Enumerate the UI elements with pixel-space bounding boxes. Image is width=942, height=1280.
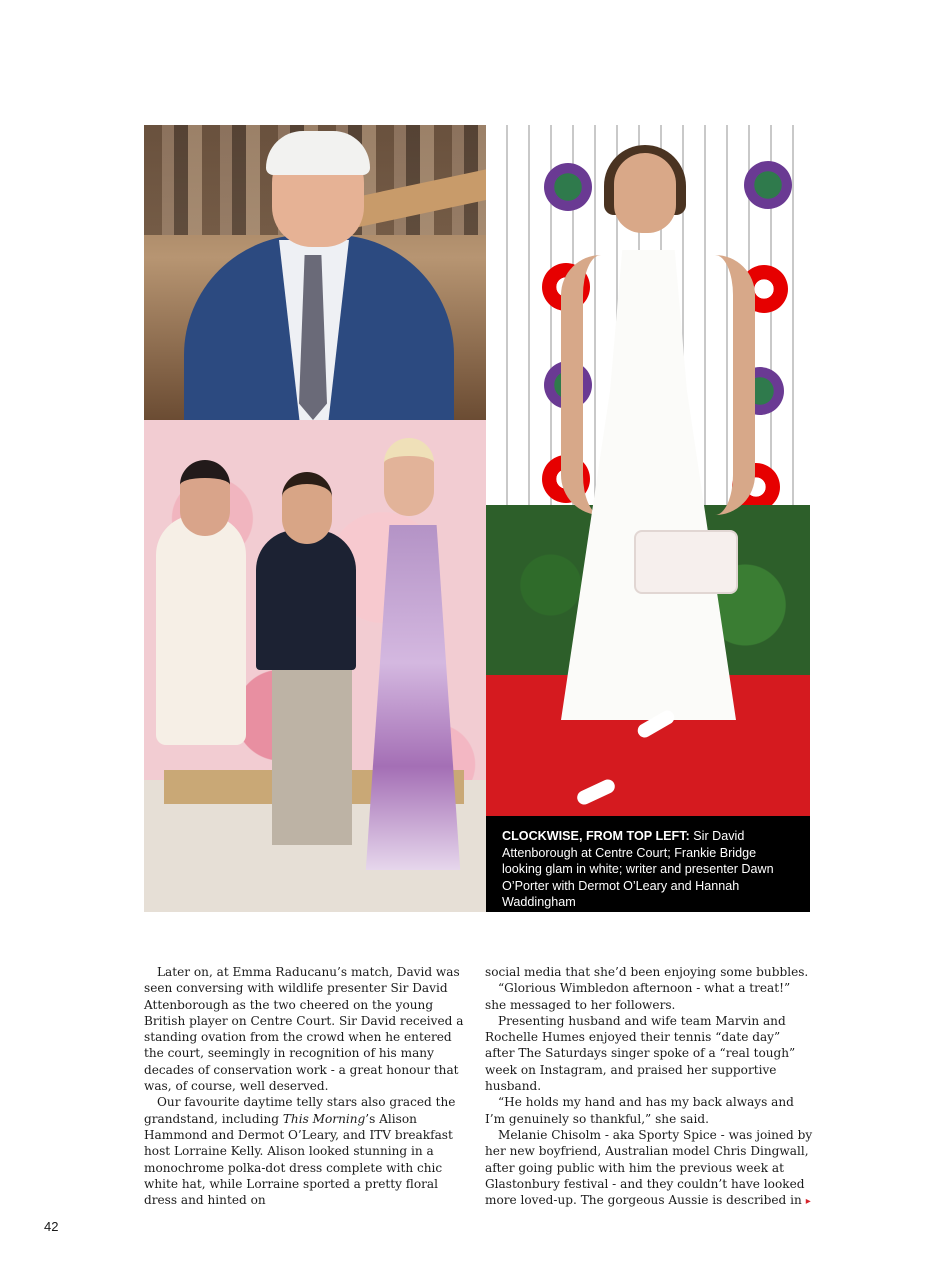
continue-arrow-icon: ▸ <box>805 1196 811 1208</box>
caption-text: Sir David Attenborough at Centre Court; Frankie Bridge looking glam in white; writer and presenter Dawn O’Porter with Dermot O’Leary and Hannah Waddingham <box>502 829 774 910</box>
floral-maxi-dress <box>354 525 472 870</box>
wimbledon-logo <box>744 161 792 209</box>
face <box>384 438 434 516</box>
polka-dot-dress <box>156 515 246 745</box>
caption-lead: CLOCKWISE, FROM TOP LEFT: <box>502 829 690 843</box>
paragraph: social media that she’d been enjoying some bubbles. <box>485 965 809 979</box>
paragraph-text: Our favourite daytime telly stars also graced the grandstand, including <box>144 1095 456 1126</box>
article-column-2 <box>485 964 813 1210</box>
paragraph: Later on, at Emma Raducanu’s match, David was seen conversing with wildlife presenter Sir David Attenborough as the two cheered on the young British player on Centre Court. Sir David received a standing ovation from the crowd when he entered the court, seemingly in recognition of his many decades of conservation work - a great honour that was, of course, well deserved. <box>144 965 464 1094</box>
white-handbag <box>634 530 738 594</box>
article-column-1 <box>144 964 472 1208</box>
face <box>614 153 676 233</box>
show-title: This Morning <box>282 1111 366 1126</box>
photo-grid <box>144 125 810 912</box>
face <box>282 472 332 544</box>
frankie-bridge-photo <box>486 125 810 817</box>
grey-trousers <box>272 665 352 845</box>
paragraph-text: ’s Alison Hammond and Dermot O’Leary, and ITV breakfast host Lorraine Kelly. Alison looked stunning in a monochrome polka-dot dress complete with chic white hat, while Lorraine sported a pretty floral dress and hinted on <box>144 1111 453 1208</box>
paragraph: “He holds my hand and has my back always and I’m genuinely so thankful,” she said. <box>485 1095 794 1126</box>
paragraph-text: Melanie Chisolm - aka Sporty Spice - was joined by her new boyfriend, Australian model Chris Dingwall, after going public with him the previous week at Glastonbury festival - and they couldn’t have looked more loved-up. The gorgeous Aussie is described in <box>485 1127 813 1208</box>
paragraph: Presenting husband and wife team Marvin and Rochelle Humes enjoyed their tennis “date day” after The Saturdays singer spoke of a “real tough” week on Instagram, and praised her supportive husband. <box>485 1013 796 1094</box>
attenborough-photo <box>144 125 486 420</box>
group-photo <box>144 420 486 912</box>
face <box>180 460 230 536</box>
photo-caption <box>486 816 810 912</box>
page-number: 42 <box>44 1219 59 1234</box>
paragraph: “Glorious Wimbledon afternoon - what a treat!” she messaged to her followers. <box>485 981 791 1012</box>
paragraph <box>485 1127 813 1210</box>
wimbledon-logo <box>544 163 592 211</box>
navy-shirt <box>256 530 356 670</box>
white-hair <box>266 131 370 175</box>
paragraph <box>144 1094 472 1208</box>
